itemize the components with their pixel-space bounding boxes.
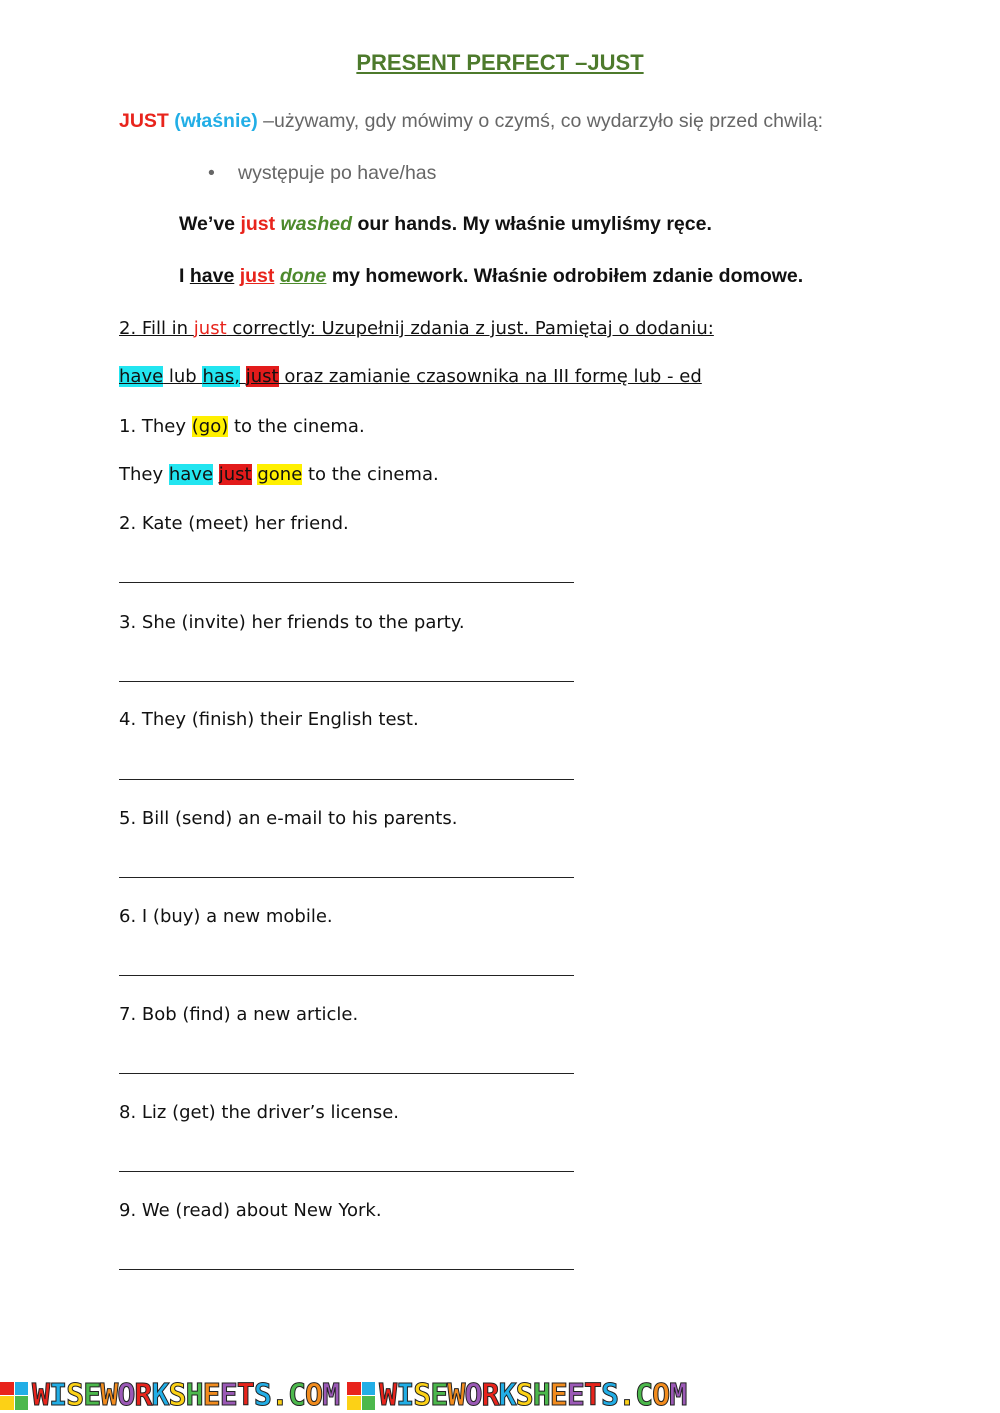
intro-wlasnie: (właśnie)	[174, 110, 258, 132]
example2-verb: done	[279, 265, 327, 287]
instr-lub: lub	[163, 366, 203, 387]
bullet-dot-icon: •	[208, 162, 215, 184]
example1-post: our hands. My właśnie umyliśmy ręce.	[352, 213, 712, 235]
answer-line-3[interactable]	[119, 681, 574, 682]
bullet-text: występuje po have/has	[238, 162, 437, 184]
brand-text	[379, 1377, 687, 1413]
example2-post: my homework. Właśnie odrobiłem zdanie domowe.	[326, 265, 804, 287]
instr-pre: 2. Fill in	[119, 318, 194, 339]
example1-pre: We’ve	[179, 213, 241, 235]
example2-just: just	[239, 265, 275, 287]
answer-line-2[interactable]	[119, 582, 574, 583]
instruction-line-2	[119, 366, 702, 387]
question-3: 3. She (invite) her friends to the party.	[119, 612, 465, 633]
exq-post: to the cinema.	[228, 416, 365, 437]
logo-icon	[347, 1382, 375, 1410]
instr-post: correctly: Uzupełnij zdania z just. Pamiętaj o dodaniu:	[226, 318, 714, 339]
brand-text	[32, 1377, 340, 1413]
example2-have: have	[189, 265, 235, 287]
instr-line2-post: oraz zamianie czasownika na III formę lub - ed	[278, 366, 702, 387]
exa-post: to the cinema.	[302, 464, 439, 485]
instr-have: have	[119, 366, 164, 387]
page-title: PRESENT PERFECT –JUST	[356, 50, 644, 75]
question-6: 6. I (buy) a new mobile.	[119, 906, 333, 927]
example2-pre: I	[179, 265, 190, 287]
question-9: 9. We (read) about New York.	[119, 1200, 382, 1221]
answer-line-9[interactable]	[119, 1269, 574, 1270]
bullet-item	[208, 162, 436, 185]
instr-just: just	[193, 318, 227, 339]
example-answer	[119, 464, 439, 485]
intro-rest: –używamy, gdy mówimy o czymś, co wydarzyło się przed chwilą:	[257, 110, 824, 132]
exa-pre: They	[119, 464, 169, 485]
answer-line-6[interactable]	[119, 975, 574, 976]
exa-verb: gone	[257, 464, 303, 485]
exq-verb: (go)	[191, 416, 229, 437]
brand-label: WISEWORKSHEETS.COM	[32, 1377, 340, 1413]
question-7: 7. Bob (find) a new article.	[119, 1004, 359, 1025]
question-2: 2. Kate (meet) her friend.	[119, 513, 349, 534]
example-sentence-2	[179, 265, 803, 288]
answer-line-8[interactable]	[119, 1171, 574, 1172]
exq-pre: 1. They	[119, 416, 192, 437]
question-5: 5. Bill (send) an e-mail to his parents.	[119, 808, 458, 829]
footer-watermark	[0, 1378, 1000, 1413]
example-sentence-1	[179, 213, 712, 236]
intro-just: JUST	[119, 110, 169, 132]
watermark-2	[347, 1377, 687, 1413]
brand-label: WISEWORKSHEETS.COM	[379, 1377, 687, 1413]
question-4: 4. They (finish) their English test.	[119, 709, 419, 730]
example-question	[119, 416, 365, 437]
instr-just-2: just	[245, 366, 279, 387]
answer-line-7[interactable]	[119, 1073, 574, 1074]
example1-just: just	[240, 213, 276, 235]
question-8: 8. Liz (get) the driver’s license.	[119, 1102, 400, 1123]
exa-have: have	[168, 464, 214, 485]
intro-line	[119, 110, 823, 133]
instruction-line-1	[119, 318, 714, 339]
answer-line-5[interactable]	[119, 877, 574, 878]
example1-verb: washed	[280, 213, 353, 235]
logo-icon	[0, 1382, 28, 1410]
exa-just: just	[218, 464, 252, 485]
answer-line-4[interactable]	[119, 779, 574, 780]
watermark-1	[0, 1377, 340, 1413]
instr-has: has,	[202, 366, 240, 387]
